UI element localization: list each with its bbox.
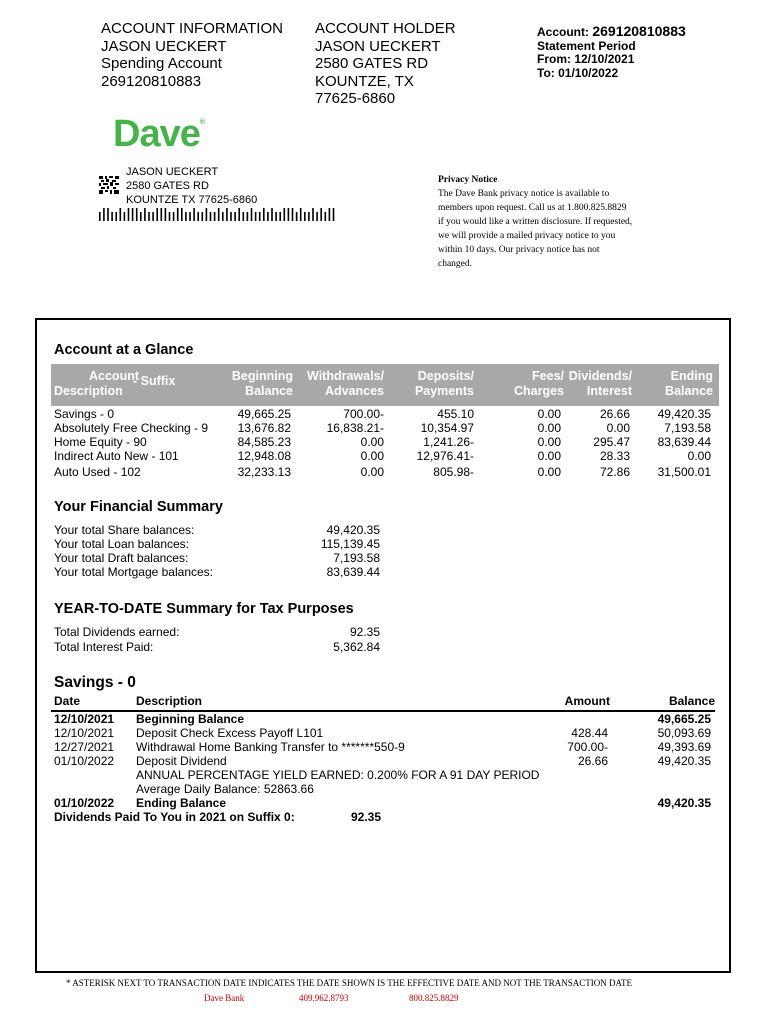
mailing-city: KOUNTZE TX 77625-6860 (126, 194, 258, 206)
cell-deposits: 1,241.26- (423, 435, 474, 449)
account-label: Account: (537, 25, 589, 39)
mailing-name: JASON UECKERT (126, 166, 219, 178)
header-amount: Amount (564, 694, 610, 708)
dividends-paid-row (0, 810, 768, 824)
cell-deposits: 805.98- (433, 465, 474, 479)
cell-deposits: 10,354.97 (420, 421, 474, 435)
header-fees: Fees/ (532, 369, 564, 383)
barcode-bar (132, 208, 134, 221)
ytd-label: Total Interest Paid: (54, 640, 154, 654)
cell-description: Beginning Balance (136, 712, 245, 726)
cell-dividends: 295.47 (593, 435, 630, 449)
table-row (0, 449, 768, 463)
header-description: Description (136, 694, 203, 708)
barcode-bar (107, 208, 109, 221)
barcode-bar (222, 212, 224, 221)
cell-withdrawals: 0.00 (360, 449, 384, 463)
account-information-block (101, 20, 283, 90)
barcode-bar (111, 212, 113, 221)
table-row (0, 407, 768, 421)
cell-description: Deposit Dividend (136, 754, 227, 768)
barcode-bar (115, 212, 117, 221)
cell-withdrawals: 16,838.21- (326, 421, 384, 435)
account-number: 269120810883 (592, 23, 686, 39)
cell-dividends: 28.33 (599, 449, 630, 463)
cell-description: Absolutely Free Checking - 9 (54, 421, 209, 435)
account-holder-street: 2580 GATES RD (315, 55, 429, 72)
account-info-name: JASON UECKERT (101, 37, 227, 55)
header-date: Date (54, 694, 81, 708)
account-holder-zip: 77625-6860 (315, 90, 396, 107)
cell-ending: 31,500.01 (657, 465, 711, 479)
cell-beginning: 84,585.23 (237, 435, 291, 449)
cell-fees: 0.00 (537, 421, 561, 435)
barcode-bar (181, 208, 183, 221)
privacy-title: Privacy Notice (438, 175, 498, 185)
barcode-bar (284, 208, 286, 221)
barcode-bar (271, 208, 273, 221)
barcode-bar (320, 208, 322, 221)
barcode-bar (325, 212, 327, 221)
account-info-heading: ACCOUNT INFORMATION (101, 20, 283, 37)
mailing-street: 2580 GATES RD (126, 180, 209, 192)
barcode-bar (140, 212, 142, 221)
barcode-bar (210, 212, 212, 221)
glance-title: Account at a Glance (54, 342, 194, 358)
summary-value: 49,420.35 (326, 523, 380, 537)
barcode-bar (304, 212, 306, 221)
list-item (0, 625, 768, 639)
barcode-bar (316, 212, 318, 221)
table-row (0, 465, 768, 479)
barcode-bar (156, 208, 158, 221)
table-row (0, 796, 768, 810)
summary-label: Your total Share balances: (54, 523, 195, 537)
list-item (0, 537, 768, 551)
barcode-bar (148, 212, 150, 221)
cell-date: 01/10/2022 (54, 796, 115, 810)
cell-dividends: 0.00 (606, 421, 630, 435)
cell-balance: 49,393.69 (657, 740, 711, 754)
list-item (0, 551, 768, 565)
ytd-value: 5,362.84 (333, 640, 380, 654)
dividends-paid-value: 92.35 (350, 810, 381, 824)
cell-description: Deposit Check Excess Payoff L101 (136, 726, 324, 740)
cell-withdrawals: 0.00 (360, 435, 384, 449)
header-ending: Ending (670, 369, 713, 383)
cell-description: Average Daily Balance: 52863.66 (136, 782, 314, 796)
privacy-line: within 10 days. Our privacy notice has not (438, 245, 600, 255)
privacy-line: changed. (438, 259, 473, 269)
barcode-bar (165, 208, 167, 221)
statement-period-label: Statement Period (537, 38, 636, 53)
barcode-bar (99, 212, 101, 221)
table-row (0, 435, 768, 449)
barcode-bar (292, 208, 294, 221)
cell-fees: 0.00 (537, 465, 561, 479)
footer-phone-local: 409.962.8793 (299, 993, 349, 1003)
barcode-bar (251, 208, 253, 221)
table-row (0, 782, 768, 796)
barcode-bar (193, 208, 195, 221)
header-description: Description (54, 384, 123, 398)
statement-to: To: 01/10/2022 (537, 65, 619, 80)
header-payments: Payments (414, 384, 474, 398)
cell-fees: 0.00 (537, 449, 561, 463)
barcode-bar (234, 212, 236, 221)
footer-note: * ASTERISK NEXT TO TRANSACTION DATE INDICATES THE DATE SHOWN IS THE EFFECTIVE DATE AND NOT THE TRANSACTION DATE (66, 978, 633, 988)
header-dividends: Dividends/ (568, 369, 632, 383)
account-holder-block (315, 20, 456, 108)
cell-deposits: 455.10 (437, 407, 474, 421)
account-holder-heading: ACCOUNT HOLDER (315, 20, 456, 37)
table-row (0, 740, 768, 754)
barcode-bar (103, 208, 105, 221)
summary-label: Your total Mortgage balances: (54, 565, 213, 579)
privacy-line: The Dave Bank privacy notice is available to (438, 189, 610, 199)
barcode-bar (247, 212, 249, 221)
barcode-bar (120, 208, 122, 221)
list-item (0, 640, 768, 654)
cell-description: Ending Balance (136, 796, 227, 810)
barcode-bar (226, 208, 228, 221)
summary-value: 115,139.45 (320, 537, 380, 551)
table-row (0, 768, 768, 782)
privacy-line: we will provide a mailed privacy notice to you (438, 231, 616, 241)
cell-ending: 83,639.44 (657, 435, 711, 449)
summary-label: Your total Draft balances: (54, 551, 189, 565)
barcode-bar (300, 208, 302, 221)
barcode-bar (128, 208, 130, 221)
cell-date: 12/10/2021 (54, 726, 115, 740)
account-info-number: 269120810883 (101, 72, 202, 90)
cell-description: Savings - 0 (54, 407, 115, 421)
header-suffix: - Suffix (133, 374, 176, 388)
ytd-summary-title: YEAR-TO-DATE Summary for Tax Purposes (54, 601, 354, 617)
cell-description: Withdrawal Home Banking Transfer to *******550-9 (136, 740, 405, 754)
cell-balance: 49,665.25 (657, 712, 711, 726)
privacy-line: members upon request. Call us at 1.800.825.8829 (438, 203, 627, 213)
cell-description: Home Equity - 90 (54, 435, 147, 449)
list-item (0, 565, 768, 579)
cell-withdrawals: 0.00 (360, 465, 384, 479)
cell-beginning: 13,676.82 (237, 421, 291, 435)
mailing-address (126, 165, 257, 207)
financial-summary-title: Your Financial Summary (54, 499, 223, 515)
barcode-bar (259, 212, 261, 221)
barcode-bar (279, 212, 281, 221)
summary-label: Your total Loan balances: (54, 537, 189, 551)
cell-date: 12/10/2021 (54, 712, 115, 726)
account-holder-name: JASON UECKERT (315, 37, 441, 55)
postal-barcode (99, 208, 344, 227)
barcode-bar (275, 212, 277, 221)
statement-from: From: 12/10/2021 (537, 52, 635, 66)
barcode-bar (238, 208, 240, 221)
barcode-bar (136, 208, 138, 221)
cell-dividends: 26.66 (599, 407, 630, 421)
glance-table-header (51, 364, 719, 406)
cell-balance: 49,420.35 (657, 796, 711, 810)
cell-description: Indirect Auto New - 101 (54, 449, 179, 463)
barcode-bar (308, 212, 310, 221)
barcode-bar (267, 212, 269, 221)
table-row (0, 712, 768, 726)
cell-beginning: 49,665.25 (237, 407, 291, 421)
cell-amount: 428.44 (571, 726, 608, 740)
cell-beginning: 32,233.13 (237, 465, 291, 479)
header-interest: Interest (586, 384, 632, 398)
cell-ending: 49,420.35 (657, 407, 711, 421)
barcode-bar (255, 212, 257, 221)
barcode-bar (169, 212, 171, 221)
barcode-bar (243, 212, 245, 221)
qr-code-icon (99, 176, 119, 194)
cell-fees: 0.00 (537, 407, 561, 421)
header-beginning-balance: Balance (245, 384, 293, 398)
cell-description: Auto Used - 102 (54, 465, 141, 479)
statement-info (537, 25, 686, 80)
footer-bank-name: Dave Bank (204, 993, 245, 1003)
account-info-type: Spending Account (101, 55, 222, 72)
barcode-bar (206, 208, 208, 221)
barcode-bar (189, 212, 191, 221)
barcode-bar (197, 212, 199, 221)
cell-amount: 26.66 (577, 754, 608, 768)
barcode-bar (161, 208, 163, 221)
cell-ending: 0.00 (687, 449, 711, 463)
barcode-bar (230, 212, 232, 221)
header-withdrawals: Withdrawals/ (307, 369, 384, 383)
barcode-bar (173, 212, 175, 221)
barcode-bar (177, 208, 179, 221)
cell-deposits: 12,976.41- (416, 449, 474, 463)
cell-dividends: 72.86 (599, 465, 630, 479)
barcode-bar (333, 208, 335, 221)
privacy-line: if you would like a written disclosure. If requested, (438, 217, 633, 227)
dividends-paid-label: Dividends Paid To You in 2021 on Suffix 0: (54, 810, 295, 824)
header-deposits: Deposits/ (417, 369, 474, 383)
cell-date: 01/10/2022 (54, 754, 115, 768)
cell-date: 12/27/2021 (54, 740, 115, 754)
header-charges: Charges (513, 384, 564, 398)
cell-balance: 49,420.35 (657, 754, 711, 768)
savings-title: Savings - 0 (54, 674, 136, 691)
table-row (0, 754, 768, 768)
table-row (0, 421, 768, 435)
savings-table-header (0, 694, 768, 708)
cell-withdrawals: 700.00- (343, 407, 384, 421)
barcode-bar (263, 208, 265, 221)
header-account: Account (89, 369, 139, 383)
cell-description: ANNUAL PERCENTAGE YIELD EARNED: 0.200% FOR A 91 DAY PERIOD (136, 768, 540, 782)
barcode-bar (288, 208, 290, 221)
ytd-label: Total Dividends earned: (54, 625, 180, 639)
barcode-bar (312, 208, 314, 221)
cell-amount: 700.00- (567, 740, 608, 754)
header-beginning: Beginning (231, 369, 293, 383)
barcode-bar (296, 212, 298, 221)
cell-ending: 7,193.58 (664, 421, 711, 435)
table-row (0, 726, 768, 740)
ytd-value: 92.35 (349, 625, 380, 639)
footer-phone-tollfree: 800.825.8829 (409, 993, 459, 1003)
barcode-bar (144, 208, 146, 221)
cell-fees: 0.00 (537, 435, 561, 449)
account-holder-city: KOUNTZE, TX (315, 72, 414, 90)
list-item (0, 523, 768, 537)
barcode-bar (185, 212, 187, 221)
header-balance: Balance (668, 694, 715, 708)
cell-beginning: 12,948.08 (237, 449, 291, 463)
barcode-bar (202, 212, 204, 221)
barcode-bar (152, 212, 154, 221)
dave-logo: Dave® (113, 113, 206, 155)
cell-balance: 50,093.69 (657, 726, 711, 740)
barcode-bar (218, 208, 220, 221)
privacy-notice (438, 173, 653, 271)
barcode-bar (214, 212, 216, 221)
barcode-bar (329, 208, 331, 221)
header-advances: Advances (324, 384, 384, 398)
header-ending-balance: Balance (665, 384, 713, 398)
barcode-bar (124, 212, 126, 221)
summary-value: 7,193.58 (333, 551, 380, 565)
summary-value: 83,639.44 (326, 565, 380, 579)
